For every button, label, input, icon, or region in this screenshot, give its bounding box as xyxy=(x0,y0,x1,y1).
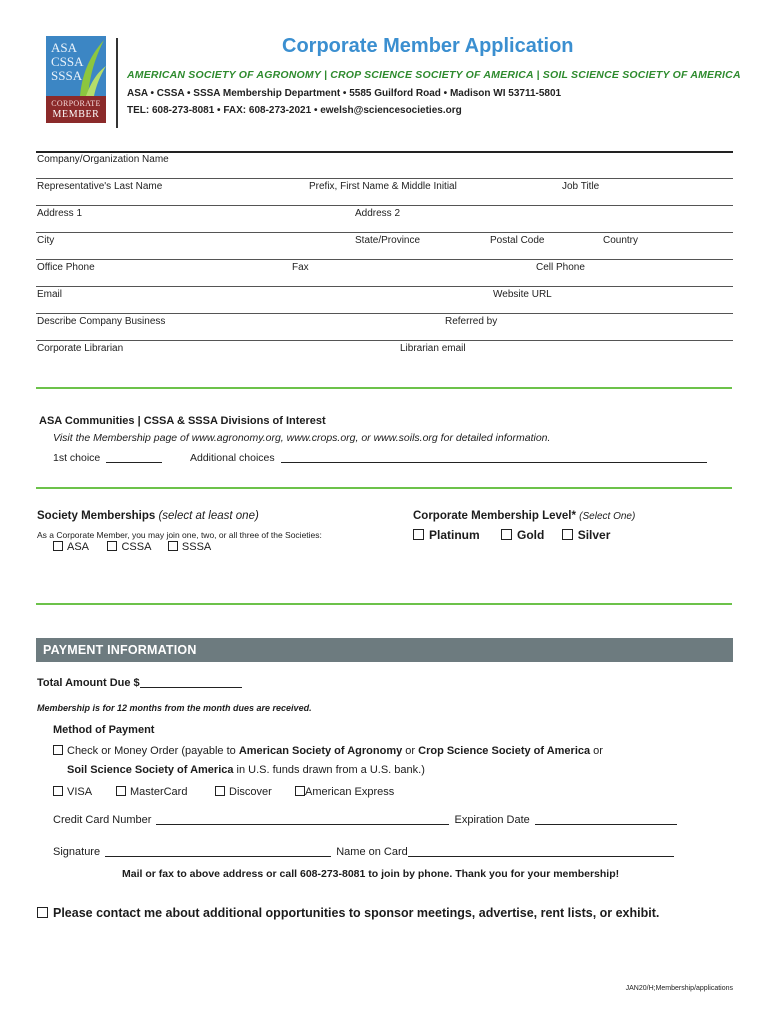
divider xyxy=(36,205,733,206)
checkbox-icon xyxy=(501,529,512,540)
signature-input[interactable] xyxy=(105,845,331,857)
cc-number-row xyxy=(53,813,677,826)
check-tail: in U.S. funds drawn from a U.S. bank.) xyxy=(233,764,425,776)
state-field[interactable]: State/Province xyxy=(355,235,421,246)
total-amount-label xyxy=(37,676,242,689)
societies-line: AMERICAN SOCIETY OF AGRONOMY | CROP SCIENCE SOCIETY OF AMERICA | SOIL SCIENCE SOCIETY OF AMERICA xyxy=(127,69,741,81)
company-field[interactable]: Company/Organization Name xyxy=(37,154,169,165)
society-label-asa: ASA xyxy=(67,541,89,553)
describe-business-field[interactable]: Describe Company Business xyxy=(37,316,166,327)
cc-number-label: Credit Card Number xyxy=(53,814,152,826)
communities-heading: ASA Communities | CSSA & SSSA Divisions of Interest xyxy=(39,415,326,427)
society-label-cssa: CSSA xyxy=(121,541,151,553)
checkbox-icon xyxy=(37,907,48,918)
additional-choices-input[interactable] xyxy=(281,451,707,463)
logo-line-asa: ASA xyxy=(51,40,78,55)
check-sssa: Soil Science Society of America xyxy=(67,764,234,776)
total-amount-input[interactable] xyxy=(140,676,242,688)
checkbox-icon xyxy=(107,541,117,551)
society-memberships-note: (select at least one) xyxy=(158,510,259,522)
society-memberships-desc: As a Corporate Member, you may join one, two, or all three of the Societies: xyxy=(37,530,322,540)
address2-field[interactable]: Address 2 xyxy=(355,208,401,219)
signature-label: Signature xyxy=(53,846,101,858)
cell-phone-field[interactable]: Cell Phone xyxy=(536,262,585,273)
level-label-platinum: Platinum xyxy=(429,528,480,542)
librarian-email-field[interactable]: Librarian email xyxy=(400,343,466,354)
society-checkbox-asa[interactable] xyxy=(53,541,88,553)
divider xyxy=(36,340,733,341)
divider xyxy=(36,313,733,314)
job-title-field[interactable]: Job Title xyxy=(562,181,600,192)
membership-level-heading xyxy=(413,510,635,522)
card-label-mastercard: MasterCard xyxy=(130,786,188,798)
society-memberships-title: Society Memberships xyxy=(37,510,156,522)
level-checkbox-gold[interactable] xyxy=(501,528,544,542)
address-line: ASA • CSSA • SSSA Membership Department • 5585 Guilford Road • Madison WI 53711-5801 xyxy=(127,88,562,99)
level-options xyxy=(413,528,610,542)
green-divider xyxy=(36,387,732,389)
total-amount-text: Total Amount Due $ xyxy=(37,677,140,689)
checkbox-icon xyxy=(116,786,126,796)
card-checkbox-amex[interactable] xyxy=(295,786,394,798)
address1-field[interactable]: Address 1 xyxy=(37,208,83,219)
fax-field[interactable]: Fax xyxy=(292,262,309,273)
additional-choices-text: Additional choices xyxy=(190,452,275,464)
card-checkbox-mastercard[interactable] xyxy=(116,786,187,798)
society-memberships-heading xyxy=(37,510,259,522)
green-divider xyxy=(36,487,732,489)
society-checkbox-sssa[interactable] xyxy=(168,541,211,553)
divider xyxy=(36,178,733,179)
check-option[interactable] xyxy=(53,745,603,757)
checkbox-icon xyxy=(53,786,63,796)
expiration-label: Expiration Date xyxy=(454,814,530,826)
check-cssa: Crop Science Society of America xyxy=(418,745,591,757)
method-of-payment-label: Method of Payment xyxy=(53,724,155,736)
logo-line-cssa: CSSA xyxy=(51,54,84,69)
checkbox-icon xyxy=(562,529,573,540)
postal-code-field[interactable]: Postal Code xyxy=(490,235,545,246)
card-label-amex: American Express xyxy=(305,786,395,798)
society-options xyxy=(53,541,211,553)
mail-note: Mail or fax to above address or call 608-273-8081 to join by phone. Thank you for your membership! xyxy=(122,868,620,880)
communities-note: Visit the Membership page of www.agronomy.org, www.crops.org, or www.soils.org for detailed information. xyxy=(53,432,551,444)
payment-header-text: PAYMENT INFORMATION xyxy=(43,643,197,657)
level-checkbox-platinum[interactable] xyxy=(413,528,480,542)
level-label-gold: Gold xyxy=(517,528,545,542)
checkbox-icon xyxy=(168,541,178,551)
divider xyxy=(36,232,733,233)
logo-bottom xyxy=(46,96,106,123)
first-choice-label xyxy=(53,451,162,464)
checkbox-icon xyxy=(53,541,63,551)
checkbox-icon xyxy=(53,745,63,755)
card-checkbox-discover[interactable] xyxy=(215,786,272,798)
contact-opt-in-text: Please contact me about additional opportunities to sponsor meetings, advertise, rent lists, or exhibit. xyxy=(53,906,660,920)
membership-level-title: Corporate Membership Level* xyxy=(413,510,576,522)
check-or1: or xyxy=(402,745,419,757)
check-or2: or xyxy=(590,745,603,757)
corporate-member-logo xyxy=(46,36,106,123)
card-options xyxy=(53,786,453,798)
first-choice-text: 1st choice xyxy=(53,452,101,464)
checkbox-icon xyxy=(215,786,225,796)
corporate-librarian-field[interactable]: Corporate Librarian xyxy=(37,343,124,354)
checkbox-icon xyxy=(295,786,305,796)
expiration-input[interactable] xyxy=(535,813,677,825)
city-field[interactable]: City xyxy=(37,235,55,246)
logo-top xyxy=(46,36,106,96)
contact-line: TEL: 608-273-8081 • FAX: 608-273-2021 • ewelsh@sciencesocieties.org xyxy=(127,105,462,116)
rep-last-name-field[interactable]: Representative's Last Name xyxy=(37,181,163,192)
divider xyxy=(36,286,733,287)
contact-opt-in[interactable] xyxy=(37,906,659,920)
prefix-first-name-field[interactable]: Prefix, First Name & Middle Initial xyxy=(309,181,457,192)
logo-member: MEMBER xyxy=(52,109,100,120)
signature-row xyxy=(53,845,674,858)
country-field[interactable]: Country xyxy=(603,235,639,246)
checkbox-icon xyxy=(413,529,424,540)
referred-by-field[interactable]: Referred by xyxy=(445,316,498,327)
check-asa: American Society of Agronomy xyxy=(238,745,403,757)
card-label-discover: Discover xyxy=(229,786,272,798)
logo-line-sssa: SSSA xyxy=(51,68,83,83)
additional-choices-label xyxy=(190,451,707,464)
logo-corporate: CORPORATE xyxy=(51,99,101,108)
footer-code: JAN20/H;Membership/applications xyxy=(625,985,733,992)
society-label-sssa: SSSA xyxy=(181,541,212,553)
payment-header xyxy=(36,638,733,662)
society-checkbox-cssa[interactable] xyxy=(107,541,150,553)
name-on-card-input[interactable] xyxy=(408,845,674,857)
level-label-silver: Silver xyxy=(577,528,611,542)
page-title: Corporate Member Application xyxy=(282,35,574,57)
header-divider xyxy=(116,38,118,128)
name-on-card-label: Name on Card xyxy=(336,846,408,858)
leaf-icon xyxy=(72,36,106,96)
email-field[interactable]: Email xyxy=(37,289,63,300)
website-field[interactable]: Website URL xyxy=(493,289,552,300)
check-text-a: Check or Money Order (payable to xyxy=(67,745,239,757)
card-label-visa: VISA xyxy=(67,786,93,798)
cc-number-input[interactable] xyxy=(156,813,449,825)
office-phone-field[interactable]: Office Phone xyxy=(37,262,95,273)
green-divider xyxy=(36,603,732,605)
card-checkbox-visa[interactable] xyxy=(53,786,92,798)
membership-level-note: (Select One) xyxy=(579,511,636,522)
membership-duration-note: Membership is for 12 months from the month dues are received. xyxy=(37,703,312,713)
divider xyxy=(36,151,733,153)
level-checkbox-silver[interactable] xyxy=(562,528,611,542)
first-choice-input[interactable] xyxy=(106,451,162,463)
check-option-line2 xyxy=(67,764,425,776)
divider xyxy=(36,259,733,260)
